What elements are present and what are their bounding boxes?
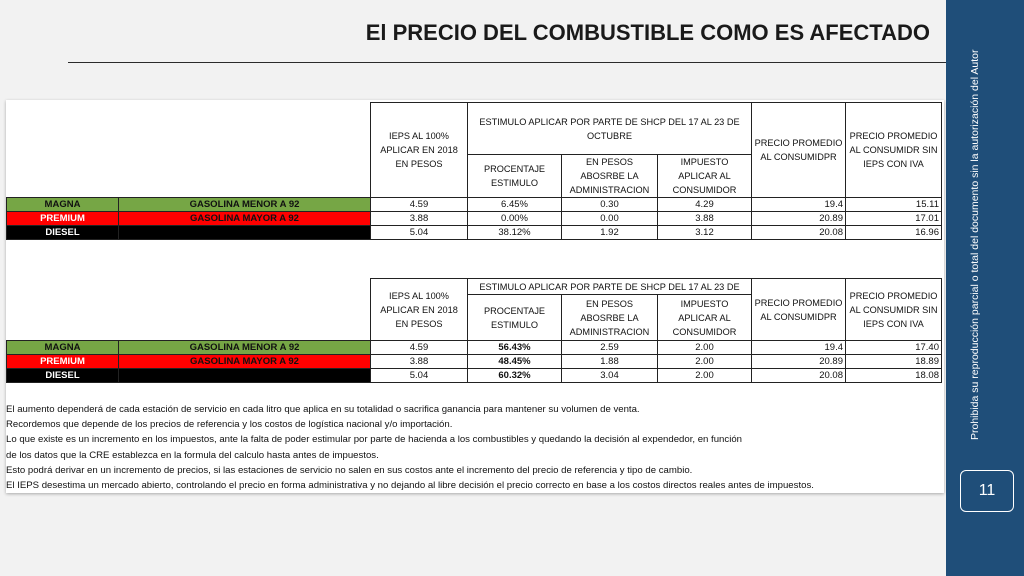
pesos-header: EN PESOS ABOSRBE LA ADMINISTRACION (562, 295, 658, 341)
table-row (7, 341, 942, 355)
impuesto-header: IMPUESTO APLICAR AL CONSUMIDOR (658, 155, 752, 198)
fuel-name: MAGNA (7, 198, 119, 212)
pesos-header: EN PESOS ABOSRBE LA ADMINISTRACION (562, 155, 658, 198)
note-line: Recordemos que depende de los precios de referencia y los costos de logística nacional y/o importación. (6, 419, 453, 431)
ieps-value: 4.59 (371, 341, 468, 355)
precio-sin-ieps-header: PRECIO PROMEDIO AL CONSUMIDR SIN IEPS CON IVA (846, 103, 942, 198)
sin-ieps-value: 17.40 (846, 341, 942, 355)
pesos-value: 0.30 (562, 198, 658, 212)
fuel-name: PREMIUM (7, 212, 119, 226)
impuesto-value: 2.00 (658, 369, 752, 383)
porcentaje-header: PROCENTAJE ESTIMULO (468, 295, 562, 341)
sin-ieps-value: 15.11 (846, 198, 942, 212)
fuel-description: GASOLINA MENOR A 92 (119, 341, 371, 355)
fuel-description: GASOLINA MAYOR A 92 (119, 212, 371, 226)
pesos-value: 3.04 (562, 369, 658, 383)
fuel-name: MAGNA (7, 341, 119, 355)
impuesto-value: 3.12 (658, 226, 752, 240)
porcentaje-value: 60.32% (468, 369, 562, 383)
fuel-name: DIESEL (7, 226, 119, 240)
table-row (7, 212, 942, 226)
page-number: 11 (960, 470, 1014, 512)
impuesto-value: 2.00 (658, 355, 752, 369)
impuesto-value: 3.88 (658, 212, 752, 226)
fuel-name: PREMIUM (7, 355, 119, 369)
ieps-header: IEPS AL 100% APLICAR EN 2018 EN PESOS (371, 279, 468, 341)
sin-ieps-value: 18.08 (846, 369, 942, 383)
porcentaje-value: 0.00% (468, 212, 562, 226)
sin-ieps-value: 17.01 (846, 212, 942, 226)
explanatory-notes (6, 402, 936, 493)
ieps-value: 4.59 (371, 198, 468, 212)
fuel-price-table-2 (6, 278, 942, 383)
fuel-description: GASOLINA MENOR A 92 (119, 198, 371, 212)
estimulo-header: ESTIMULO APLICAR POR PARTE DE SHCP DEL 17 AL 23 DE OCTUBRE (468, 103, 752, 155)
ieps-value: 5.04 (371, 226, 468, 240)
porcentaje-header: PROCENTAJE ESTIMULO (468, 155, 562, 198)
impuesto-header: IMPUESTO APLICAR AL CONSUMIDOR (658, 295, 752, 341)
table-row (7, 355, 942, 369)
pesos-value: 1.88 (562, 355, 658, 369)
precio-sin-ieps-header: PRECIO PROMEDIO AL CONSUMIDR SIN IEPS CON IVA (846, 279, 942, 341)
title-divider (68, 62, 948, 63)
porcentaje-value: 6.45% (468, 198, 562, 212)
copyright-notice: Prohibida su reproducción parcial o total del documento sin la autorización del Autor (969, 49, 981, 440)
pesos-value: 0.00 (562, 212, 658, 226)
note-line: de los datos que la CRE establezca en la formula del calculo hasta antes de impuestos. (6, 449, 379, 461)
table-row (7, 369, 942, 383)
sin-ieps-value: 18.89 (846, 355, 942, 369)
pesos-value: 2.59 (562, 341, 658, 355)
precio-promedio-header: PRECIO PROMEDIO AL CONSUMIDPR (752, 279, 846, 341)
fuel-name: DIESEL (7, 369, 119, 383)
promedio-value: 20.08 (752, 226, 846, 240)
slide-title: El PRECIO DEL COMBUSTIBLE COMO ES AFECTADO (365, 20, 930, 45)
precio-promedio-header: PRECIO PROMEDIO AL CONSUMIDPR (752, 103, 846, 198)
fuel-description: GASOLINA MAYOR A 92 (119, 355, 371, 369)
fuel-description (119, 226, 371, 240)
promedio-value: 20.08 (752, 369, 846, 383)
ieps-value: 3.88 (371, 212, 468, 226)
ieps-header: IEPS AL 100% APLICAR EN 2018 EN PESOS (371, 103, 468, 198)
note-line: El IEPS desestima un mercado abierto, controlando el precio en forma administrativa y no dejando al libre decisión el precio correcto en base a los costos directos reales antes de impuestos. (6, 480, 814, 492)
table-row (7, 198, 942, 212)
note-line: Lo que existe es un incremento en los impuestos, ante la falta de poder estimular por parte de hacienda a los combustibles y quedando la decisión al expendedor, en función (6, 434, 742, 446)
promedio-value: 19.4 (752, 341, 846, 355)
pesos-value: 1.92 (562, 226, 658, 240)
porcentaje-value: 48.45% (468, 355, 562, 369)
ieps-value: 5.04 (371, 369, 468, 383)
fuel-price-table-1 (6, 102, 942, 240)
table-row (7, 226, 942, 240)
ieps-value: 3.88 (371, 355, 468, 369)
estimulo-header: ESTIMULO APLICAR POR PARTE DE SHCP DEL 17 AL 23 DE (468, 279, 752, 295)
impuesto-value: 4.29 (658, 198, 752, 212)
promedio-value: 20.89 (752, 212, 846, 226)
note-line: El aumento dependerá de cada estación de servicio en cada litro que aplica en su totalidad o sacrifica ganancia para mantener su volumen de venta. (6, 404, 640, 415)
fuel-description (119, 369, 371, 383)
sin-ieps-value: 16.96 (846, 226, 942, 240)
porcentaje-value: 38.12% (468, 226, 562, 240)
promedio-value: 19.4 (752, 198, 846, 212)
note-line: Esto podrá derivar en un incremento de precios, si las estaciones de servicio no salen en sus costos ante el incremento del precio de referencia y tipo de cambio. (6, 464, 693, 476)
porcentaje-value: 56.43% (468, 341, 562, 355)
impuesto-value: 2.00 (658, 341, 752, 355)
promedio-value: 20.89 (752, 355, 846, 369)
excel-screenshot (6, 100, 944, 493)
